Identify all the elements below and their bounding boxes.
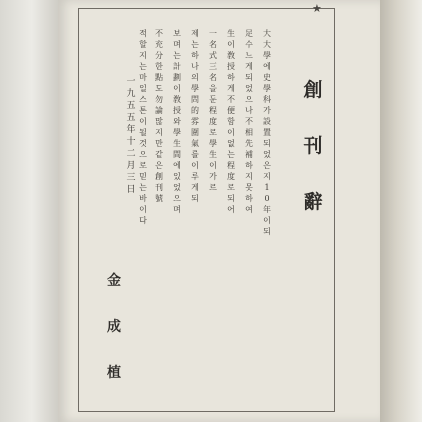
body-text-column: 제는 하나의 學問的 雰圍氣를 이루게 되 xyxy=(191,29,199,203)
body-text-column: 一名式 三名을 둔 程度로 學生이 가르 xyxy=(209,29,217,192)
decorative-star-icon: ★ xyxy=(312,2,322,15)
book-left-edge xyxy=(0,0,58,422)
page-title: 創刊辭 xyxy=(303,79,323,213)
book-spine-shadow xyxy=(380,0,422,422)
body-text-column: 生이 敎授하게 不便함이 없는 程度로 되어 xyxy=(227,29,235,214)
body-text-column: 足수느게 되었으나 不相先補하지 못하여 xyxy=(245,29,253,214)
frame-line-left xyxy=(78,8,79,412)
body-text-column: 不充分한 點도 勿論 많지만 같은 創刊號 xyxy=(155,29,163,203)
author-name: 金成植 xyxy=(107,273,121,381)
body-text-column: 적할지는 마일 스톤이 될것으로 믿는 바이다 xyxy=(139,29,147,225)
body-text-column: 大大學에 史學科가 設置되었은지 10年이 되 xyxy=(263,29,271,236)
frame-line-top xyxy=(78,8,334,9)
frame-line-right xyxy=(334,8,335,412)
date-line: 一九五五年十二月三日 xyxy=(126,77,136,195)
body-text-column: 보며는 計劃이 敎授와 學生間에 있었으며 xyxy=(173,29,181,214)
frame-line-bottom xyxy=(78,411,334,412)
